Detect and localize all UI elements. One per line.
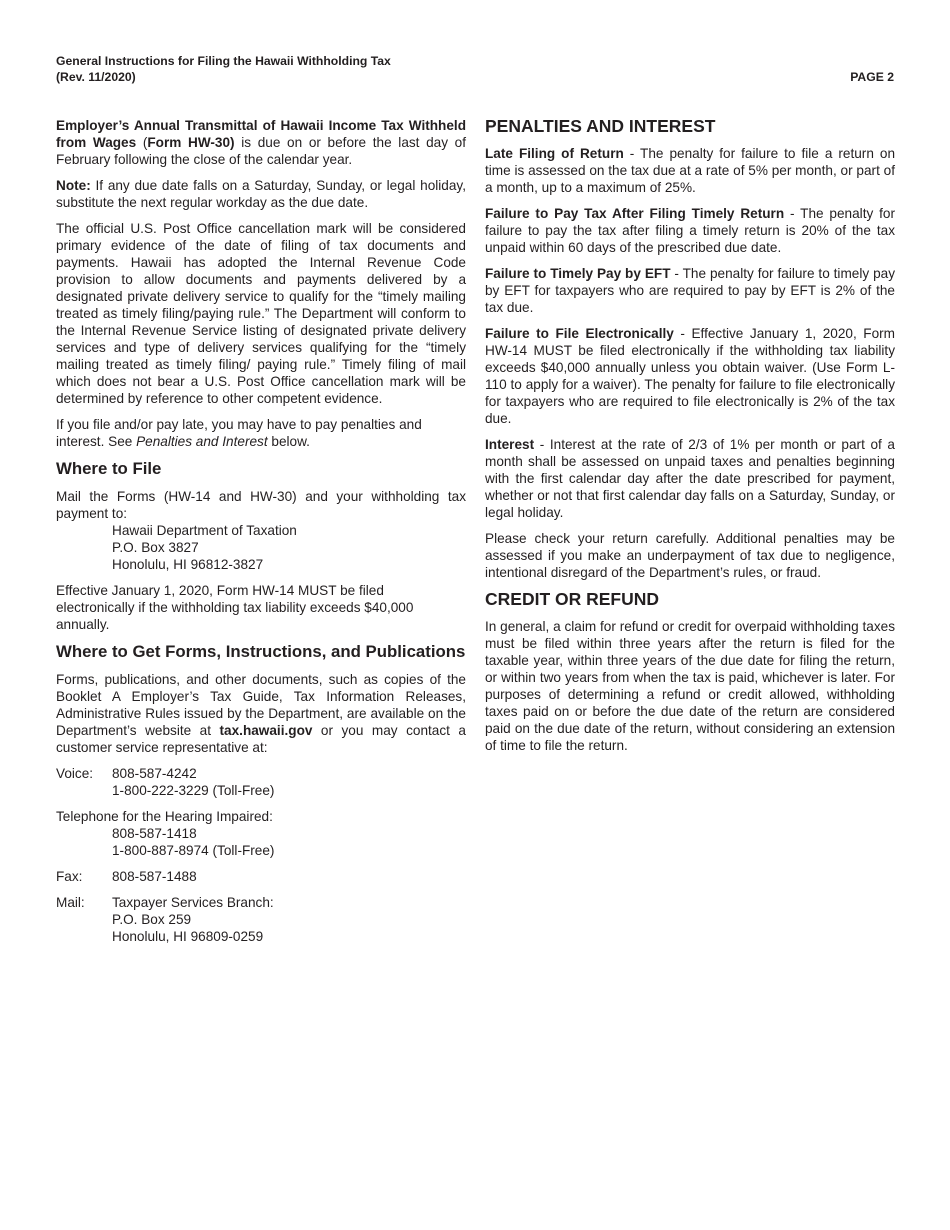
effective-paragraph: Effective January 1, 2020, Form HW-14 MUST be filed electronically if the withholding tax liability exceeds $40,000 annually. [56,583,414,632]
mail-forms-paragraph: Mail the Forms (HW-14 and HW-30) and your withholding tax payment to: [56,489,466,521]
check-return-paragraph: Please check your return carefully. Additional penalties may be assessed if you make an underpayment of tax due to negligence, intentional disregard of the Department’s rules, or fraud. [485,531,895,580]
interest-paragraph: Interest - Interest at the rate of 2/3 of 1% per month or part of a month shall be assessed on unpaid taxes and penalties beginning with the first calendar day after the date prescribed for payment, whether or not that first calendar day falls on a Saturday, Sunday, or legal holiday. [485,437,895,520]
penalties-heading: PENALTIES AND INTEREST [485,116,716,136]
right-column [485,117,895,763]
failure-eft: Failure to Timely Pay by EFT - The penalty for failure to timely pay by EFT for taxpayers who are required to pay by EFT is 2% of the tax due. [485,266,895,315]
fax-contact: Fax: 808-587-1488 [56,869,197,884]
voice-contact: Voice: 808-587-4242 1-800-222-3229 (Toll-Free) [56,766,275,798]
credit-refund-heading: CREDIT OR REFUND [485,589,660,609]
document-header [56,53,391,85]
revision-date: (Rev. 11/2020) [56,70,136,84]
mail-contact: Mail: Taxpayer Services Branch: P.O. Box 259 Honolulu, HI 96809-0259 [56,895,274,944]
failure-electronic: Failure to File Electronically - Effective January 1, 2020, Form HW-14 MUST be filed electronically if the withholding tax liability exceeds $40,000 annually unless you obtain waiver. (Use Form L-110 to apply for a waiver). The penalty for failure to file electronically for taxpayers who are required to file electronically is 2% of the tax due. [485,326,895,426]
credit-refund-paragraph: In general, a claim for refund or credit for overpaid withholding taxes must be filed within three years after the return is filed for the taxable year, within three years of the due date for filing the return, or within two years from when the tax is paid, whichever is later. For purposes of determining a refund or credit allowed, withholding taxes paid on or before the due date of the return are considered paid on the due date of the return, without considering an extension of time to file the return. [485,619,895,753]
left-column [56,117,466,954]
postmark-paragraph: The official U.S. Post Office cancellation mark will be considered primary evidence of the date of filing of tax documents and payments. Hawaii has adopted the Internal Revenue Code provision to allow documents and payments delivered by a designated private delivery service to qualify for the “timely mailing treated as timely filing/paying rule.” The Department will conform to the Internal Revenue Service listing of designated private delivery services and type of delivery services qualifying for the “timely mailing treated as timely filing/ paying rule.” Timely filing of mail which does not bear a U.S. Post Office cancellation mark will be determined by reference to other competent evidence. [56,221,466,406]
where-to-get-heading: Where to Get Forms, Instructions, and Publications [56,642,466,661]
document-title: General Instructions for Filing the Hawaii Withholding Tax [56,54,391,68]
page-number: PAGE 2 [850,70,894,84]
website-link[interactable]: tax.hawaii.gov [219,723,313,738]
late-filing-paragraph: If you file and/or pay late, you may have to pay penalties and interest. See Penalties and Interest below. [56,417,422,449]
where-to-file-heading: Where to File [56,459,162,478]
hearing-impaired-contact: Telephone for the Hearing Impaired: 808-587-1418 1-800-887-8974 (Toll-Free) [56,809,275,858]
mailing-address: Hawaii Department of Taxation P.O. Box 3827 Honolulu, HI 96812-3827 [112,523,297,572]
failure-to-pay: Failure to Pay Tax After Filing Timely Return - The penalty for failure to pay the tax after filing a timely return is 20% of the tax unpaid within 60 days of the prescribed due date. [485,206,895,255]
hw30-due-paragraph: Employer’s Annual Transmittal of Hawaii Income Tax Withheld from Wages (Form HW-30) is due on or before the last day of February following the close of the calendar year. [56,118,467,167]
note-paragraph: Note: If any due date falls on a Saturday, Sunday, or legal holiday, substitute the next regular workday as the due date. [56,178,466,210]
late-filing-return: Late Filing of Return - The penalty for failure to file a return on time is assessed on the tax due at a rate of 5% per month, or part of a month, up to a maximum of 25%. [485,146,896,195]
forms-paragraph: Forms, publications, and other documents, such as copies of the Booklet A Employer’s Tax Guide, Tax Information Releases, Administrative Rules issued by the Department, are available on the Department’s website at tax.hawaii.gov or you may contact a customer service representative at: [56,672,466,755]
